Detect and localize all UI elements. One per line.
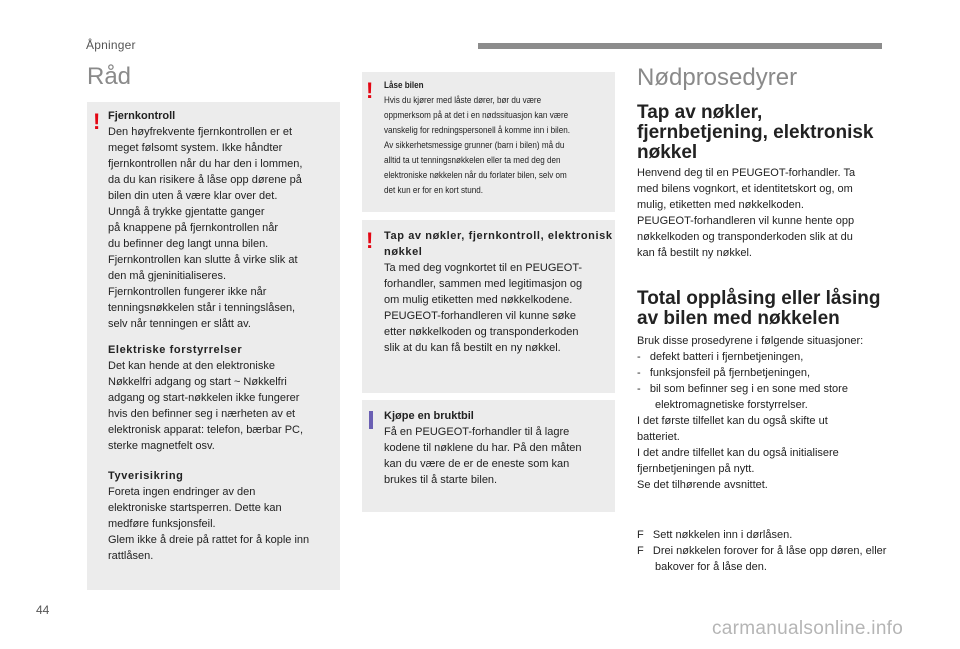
lock-car-heading: Låse bilen	[384, 80, 424, 90]
step-item: F Drei nøkkelen forover for å låse opp døren, eller bakover for å låse den.	[637, 545, 887, 573]
steps-list	[637, 527, 897, 575]
interference-heading: Elektriske forstyrrelser	[108, 344, 243, 356]
lost-keys-subtitle: Tap av nøkler, fjernbetjening, elektronisk nøkkel	[637, 102, 874, 163]
step-item: F Sett nøkkelen inn i dørlåsen.	[637, 529, 793, 541]
emergency-title: Nødprosedyrer	[637, 64, 798, 91]
used-car-note: Kjøpe en bruktbil Få en PEUGEOT-forhandler til å lagre kodene til nøklene du har. På den måten kan du være de er de eneste som kan brukes til å starte bilen.	[384, 410, 582, 486]
watermark: carmanualsonline.info	[712, 618, 904, 639]
lost-keys-note: Tap av nøkler, fjernkontroll, elektronisk nøkkel Ta med deg vognkortet til en PEUGEOT- forhandler, sammen med legitimasjon og om mulig etiketten med nøkkelkodene. PEUGEOT-forhandleren vil kunne søke etter nøkkelkoden og transponderkoden slik at du kan få bestilt en ny nøkkel.	[384, 230, 613, 354]
lost-keys-body: Henvend deg til en PEUGEOT-forhandler. Ta med bilens vognkort, et identitetskort og, om mulig, etiketten med nøkkelkoden. PEUGEOT-forhandleren vil kunne hente opp nøkkelkoden og transponderkoden slik at du kan få bestilt ny nøkkel.	[637, 167, 856, 259]
immobiliser-heading: Tyverisikring	[108, 470, 184, 482]
remote-control-note: Fjernkontroll Den høyfrekvente fjernkontrollen er et meget følsomt system. Ikke håndter fjernkontrollen når du har den i lommen, da du kan risikere å låse opp dørene på bilen din uten å være klar over det. Unngå å trykke gjentatte ganger på knappene på fjernkontrollen når du befinner deg langt unna bilen. Fjernkontrollen kan slutte å virke slik at den må gjeninitialiseres. Fjernkontrollen fungerer ikke når tenningsnøkkelen står i tenningslåsen, selv når tenningen er slått av.	[108, 110, 303, 330]
page-number: 44	[36, 603, 50, 617]
info-icon	[369, 411, 373, 429]
full-unlock-subtitle: Total opplåsing eller låsing av bilen med nøkkelen	[637, 288, 881, 329]
full-unlock-body: Bruk disse prosedyrene i følgende situasjoner: - defekt batteri i fjernbetjeningen, - funksjonsfeil på fjernbetjeningen, - bil som befinner seg i en sone med store elektromagnetiske forstyrrelser. I det første tilfellet kan du også skifte ut batteriet. I det andre tilfellet kan du også initialisere fjernbetjeningen på nytt. Se det tilhørende avsnittet.	[637, 333, 897, 493]
header-bar	[478, 43, 882, 49]
interference-note: Elektriske forstyrrelser Det kan hende at den elektroniske Nøkkelfri adgang og start ~ Nøkkelfri adgang og start-nøkkelen ikke fungerer hvis den befinner seg i nærheten av et elektronisk apparat: telefon, bærbar PC, sterke magnetfelt osv.	[108, 344, 304, 452]
section-label: Åpninger	[86, 38, 136, 52]
list-item: - bil som befinner seg i en sone med store elektromagnetiske forstyrrelser.	[637, 383, 848, 411]
warning-icon: !	[366, 228, 374, 253]
warning-icon: !	[366, 78, 374, 103]
lost-keys-heading: Tap av nøkler, fjernkontroll, elektronisk	[384, 230, 613, 242]
list-item: - defekt batteri i fjernbetjeningen,	[637, 351, 804, 363]
advice-title: Råd	[87, 63, 132, 90]
immobiliser-note: Tyverisikring Foreta ingen endringer av den elektroniske startsperren. Dette kan medføre funksjonsfeil. Glem ikke å dreie på rattet for å kople inn rattlåsen.	[108, 470, 310, 562]
list-item: - funksjonsfeil på fjernbetjeningen,	[637, 367, 811, 379]
remote-control-heading: Fjernkontroll	[108, 110, 176, 122]
warning-icon: !	[93, 109, 101, 134]
lock-car-note: Låse bilen Hvis du kjører med låste dører, bør du være oppmerksom på at det i en nødssituasjon kan være vanskelig for redningspersonell å komme inn i bilen. Av sikkerhetsmessige grunner (barn i bilen) må du alltid ta ut tenningsnøkkelen eller ta med deg den elektroniske nøkkelen når du forlater bilen, selv om det kun er for en kort stund.	[384, 78, 609, 198]
used-car-heading: Kjøpe en bruktbil	[384, 410, 474, 422]
